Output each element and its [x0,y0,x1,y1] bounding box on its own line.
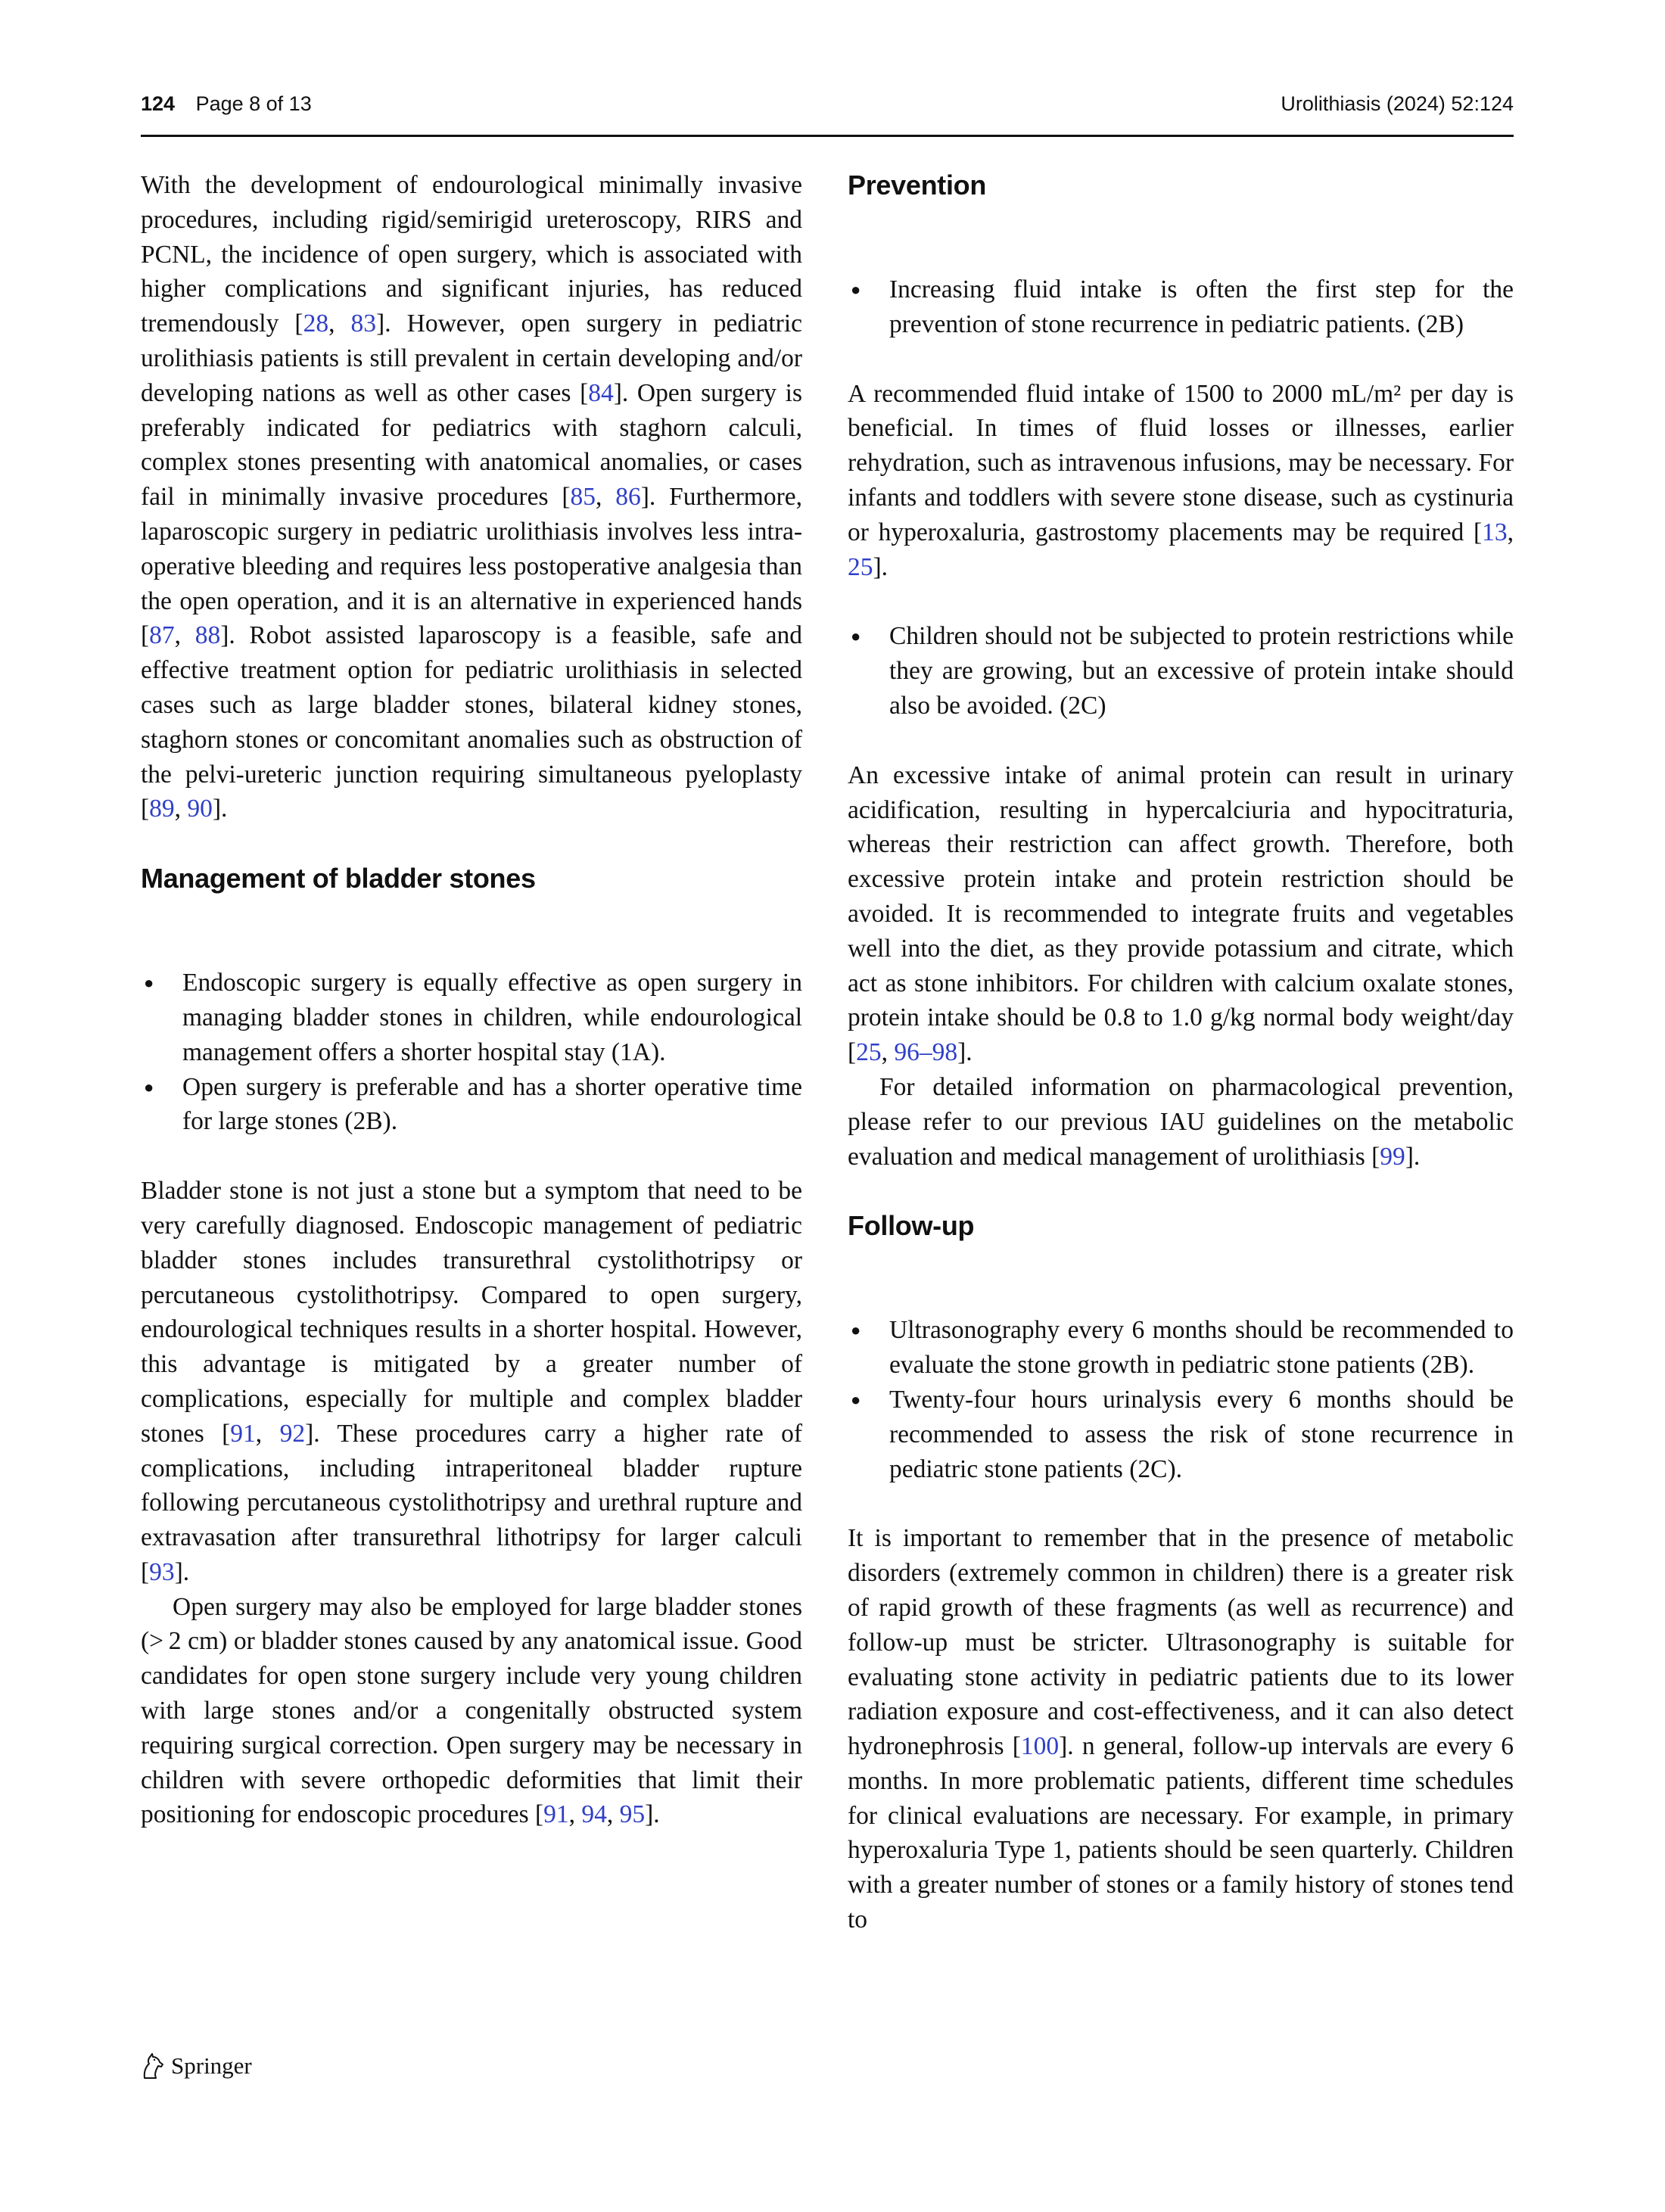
section-heading-bladder-stones: Management of bladder stones [141,863,536,894]
citation-link[interactable]: 89 [149,795,175,823]
citation-link[interactable]: 84 [588,378,614,407]
citation-link[interactable]: 92 [279,1419,306,1448]
page-footer [139,2052,252,2080]
citation-link[interactable]: 91 [230,1419,256,1448]
header-left [141,92,312,116]
citation-link[interactable]: 91 [543,1800,569,1829]
recommendation-item: ● Endoscopic surgery is equally effective as open surgery in managing bladder stones in children, while endourological management offers a shorter hospital stay (1A). [141,966,802,1069]
paragraph-bladder-open: Open surgery may also be employed for large bladder stones (> 2 cm) or bladder stones caused by any anatomical issue. Good candidates for open stone surgery include very young children with large stones and/or a congenitally obstructed system requiring surgical correction. Open surgery may be necessary in children with severe orthopedic deformities that limit their positioning for endoscopic procedures [91, 94, 95]. [141,1592,802,1829]
publisher-name: Springer [171,2052,252,2079]
right-column [848,168,1514,1937]
paragraph-bladder-endoscopic: Bladder stone is not just a stone but a symptom that need to be very carefully diagnosed. Endoscopic management of pediatric bladder stones includes transurethral cystolithotripsy or percutaneous cystolithotripsy. Compared to open surgery, endourological techniques results in a shorter hospital. However, this advantage is mitigated by a greater number of complications, especially for multiple and complex bladder stones [91, 92]. These procedures carry a higher rate of complications, including intraperitoneal bladder rupture following percutaneous cystolithotripsy and urethral rupture and extravasation after transurethral lithotripsy for larger calculi [93]. [141,1177,802,1586]
paragraph-pharmacological: For detailed information on pharmacological prevention, please refer to our previous IAU guidelines on the metabolic evaluation and medical management of urolithiasis [99]. [848,1072,1514,1171]
citation-link[interactable]: 28 [303,310,329,338]
paragraph-follow-up: It is important to remember that in the presence of metabolic disorders (extremely common in children) there is a greater risk of rapid growth of these fragments (as well as recurrence) and follow-up must be stricter. Ultrasonography is suitable for evaluating stone activity in pediatric patients due to its lower radiation exposure and cost-effectiveness, and it can also detect hydronephrosis [100]. n general, follow-up intervals are every 6 months. In more problematic patients, different time schedules for clinical evaluations are necessary. For example, in primary hyperoxaluria Type 1, patients should be seen quarterly. Children with a greater number of stones or a family history of stones tend to [848,1524,1514,1934]
recommendation-list-fluid [848,272,1514,342]
recommendation-item: ● Open surgery is preferable and has a shorter operative time for large stones (2B). [141,1070,802,1140]
citation-link[interactable]: 25 [848,552,873,581]
paragraph-protein-intake: An excessive intake of animal protein can result in urinary acidification, resulting in hypercalciuria and hypocitraturia, whereas their restriction can affect growth. Therefore, both excessive protein intake and protein restriction should be avoided. It is recommended to integrate fruits and vegetables well into the diet, as they provide potassium and citrate, which act as stone inhibitors. For children with calcium oxalate stones, protein intake should be 0.8 to 1.0 g/kg normal body weight/day [25, 96–98]. [848,761,1514,1067]
citation-link[interactable]: 85 [570,483,596,512]
citation-link[interactable]: 88 [195,621,221,650]
citation-link[interactable]: 25 [856,1038,882,1067]
journal-citation: Urolithiasis (2024) 52:124 [1281,92,1514,115]
page-of: Page 8 of 13 [195,92,312,115]
section-heading-prevention: Prevention [848,170,987,201]
paragraph-fluid-intake: A recommended fluid intake of 1500 to 2000 mL/m² per day is beneficial. In times of fluid losses or illnesses, earlier rehydration, such as intravenous infusions, may be necessary. For infants and toddlers with severe stone disease, such as cystinuria or hyperoxaluria, gastrostomy placements may be required [13, 25]. [848,379,1514,581]
section-heading-follow-up: Follow-up [848,1210,975,1242]
recommendation-item: ● Twenty-four hours urinalysis every 6 months should be recommended to assess the risk of stone recurrence in pediatric stone patients (2C). [848,1383,1514,1486]
recommendation-item: ● Ultrasonography every 6 months should be recommended to evaluate the stone growth in pediatric stone patients (2B). [848,1313,1514,1383]
recommendation-list-bladder [141,966,802,1139]
citation-link[interactable]: 90 [187,795,213,823]
recommendation-list-follow-up [848,1313,1514,1486]
citation-link[interactable]: 13 [1482,518,1508,546]
citation-link[interactable]: 99 [1380,1142,1405,1171]
citation-link[interactable]: 100 [1020,1732,1060,1761]
springer-horse-icon [139,2052,165,2080]
citation-link[interactable]: 94 [581,1800,607,1829]
left-column [141,168,802,1832]
citation-link[interactable]: 95 [619,1800,646,1829]
page-number: 124 [141,92,176,115]
citation-link[interactable]: 87 [149,621,175,650]
recommendation-item: ● Increasing fluid intake is often the first step for the prevention of stone recurrence in pediatric patients. (2B) [848,272,1514,342]
recommendation-list-protein [848,619,1514,723]
running-header [141,89,1514,137]
recommendation-item: ● Children should not be subjected to protein restrictions while they are growing, but an excessive of protein intake should also be avoided. (2C) [848,619,1514,723]
citation-link[interactable]: 83 [350,310,377,338]
citation-link[interactable]: 86 [615,483,641,512]
citation-link[interactable]: 93 [149,1557,175,1586]
paragraph-open-surgery: With the development of endourological minimally invasive procedures, including rigid/semirigid ureteroscopy, RIRS and PCNL, the incidence of open surgery, which is associated with higher complications and significant injuries, has reduced tremendously [28, 83]. However, open surgery in pediatric urolithiasis patients is still prevalent in certain developing and/or developing nations as well as other cases [84]. Open surgery is preferably indicated for pediatrics with staghorn calculi, complex stones presenting with anatomical anomalies, or cases fail in minimally invasive procedures [85, 86]. Furthermore, laparoscopic surgery in pediatric urolithiasis involves less intra-operative bleeding and requires less postoperative analgesia than the open operation, and it is an alternative in experienced hands [87, 88]. Robot assisted laparoscopy is a feasible, safe and effective treatment option for pediatric urolithiasis in selected cases such as large bladder stones, bilateral kidney stones, staghorn stones or concomitant anomalies such as obstruction of the pelvi-ureteric junction requiring simultaneous pyeloplasty [89, 90]. [141,171,802,823]
citation-link[interactable]: 96–98 [894,1038,958,1067]
